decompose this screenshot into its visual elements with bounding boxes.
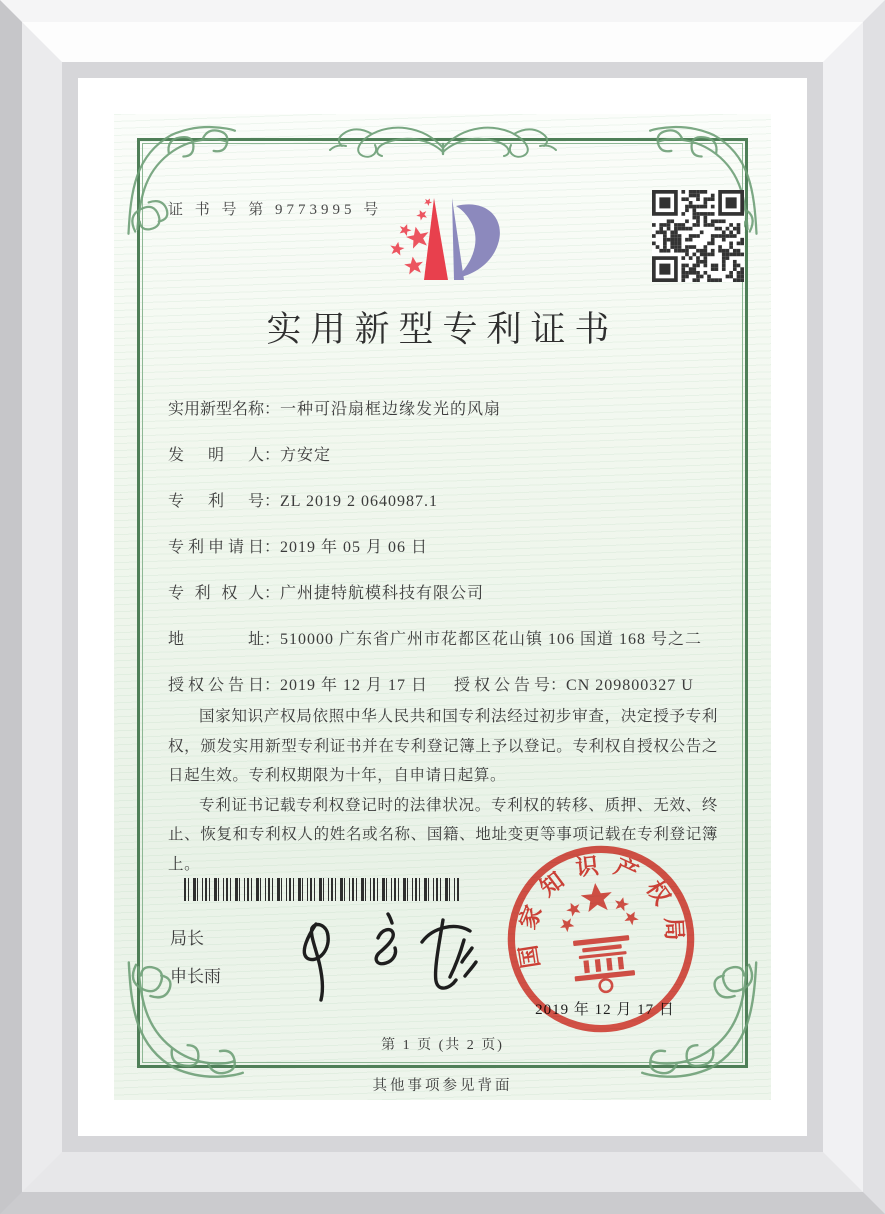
grant-date xyxy=(168,672,428,695)
grant-number xyxy=(454,672,694,695)
barcode-icon xyxy=(184,878,460,901)
field-value: 2019 年 12 月 17 日 xyxy=(280,677,429,694)
certificate-paper xyxy=(114,114,771,1100)
legal-paragraph: 专利证书记载专利权登记时的法律状况。专利权的转移、质押、无效、终止、恢复和专利权人的姓名或名称、国籍、地址变更等事项记载在专利登记簿上。 xyxy=(168,796,718,873)
cnipa-seal-icon xyxy=(492,830,710,1048)
cnipa-logo-icon xyxy=(372,184,540,304)
field-label: 发明人 xyxy=(168,447,264,464)
field-value: CN 209800327 U xyxy=(566,677,694,694)
certificate-number: 证 书 号 第 9773995 号 xyxy=(168,202,383,218)
signer-block xyxy=(170,920,221,996)
signer-name: 申长雨 xyxy=(170,967,221,986)
colon: ： xyxy=(264,493,281,510)
certificate-title: 实用新型专利证书 xyxy=(266,310,619,349)
signer-title: 局长 xyxy=(170,929,204,948)
field-row xyxy=(168,580,733,626)
field-value: 510000 广东省广州市花都区花山镇 106 国道 168 号之二 xyxy=(280,631,703,648)
field-label: 地址 xyxy=(168,631,264,648)
field-label: 专利号 xyxy=(168,493,264,510)
colon: ： xyxy=(264,401,281,418)
field-row xyxy=(168,396,733,442)
field-label: 授权公告日 xyxy=(168,677,264,694)
svg-text:国家知识产权局 xyxy=(506,845,689,970)
field-label: 实用新型名称 xyxy=(168,401,265,418)
field-row xyxy=(168,626,733,672)
seal-date: 2019 年 12 月 17 日 xyxy=(535,1002,675,1018)
field-row xyxy=(168,534,733,580)
field-row xyxy=(168,488,733,534)
field-label: 授权公告号 xyxy=(454,677,551,694)
page-number: 第 1 页 (共 2 页) xyxy=(381,1038,504,1053)
field-value: 广州捷特航模科技有限公司 xyxy=(280,585,485,602)
colon: ： xyxy=(550,677,567,694)
field-value: ZL 2019 2 0640987.1 xyxy=(280,493,438,510)
colon: ： xyxy=(264,585,281,602)
qr-code-icon xyxy=(652,190,744,282)
field-label: 专利权人 xyxy=(168,585,264,602)
colon: ： xyxy=(264,447,281,464)
field-value: 方安定 xyxy=(280,447,332,464)
colon: ： xyxy=(264,677,281,694)
back-note: 其他事项参见背面 xyxy=(372,1078,513,1094)
field-list xyxy=(168,396,733,718)
handwritten-signature-icon xyxy=(282,900,494,1006)
legal-paragraph: 国家知识产权局依照中华人民共和国专利法经过初步审查，决定授予专利权，颁发实用新型专利证书并在专利登记簿上予以登记。专利权自授权公告之日起生效。专利权期限为十年，自申请日起算。 xyxy=(168,708,718,784)
field-label: 专利申请日 xyxy=(168,539,264,556)
field-row xyxy=(168,442,733,488)
field-value: 2019 年 05 月 06 日 xyxy=(280,539,429,556)
seal-agency-text: 国家知识产权局 xyxy=(513,851,688,970)
colon: ： xyxy=(264,631,281,648)
colon: ： xyxy=(264,539,281,556)
field-value: 一种可沿扇框边缘发光的风扇 xyxy=(280,401,502,418)
